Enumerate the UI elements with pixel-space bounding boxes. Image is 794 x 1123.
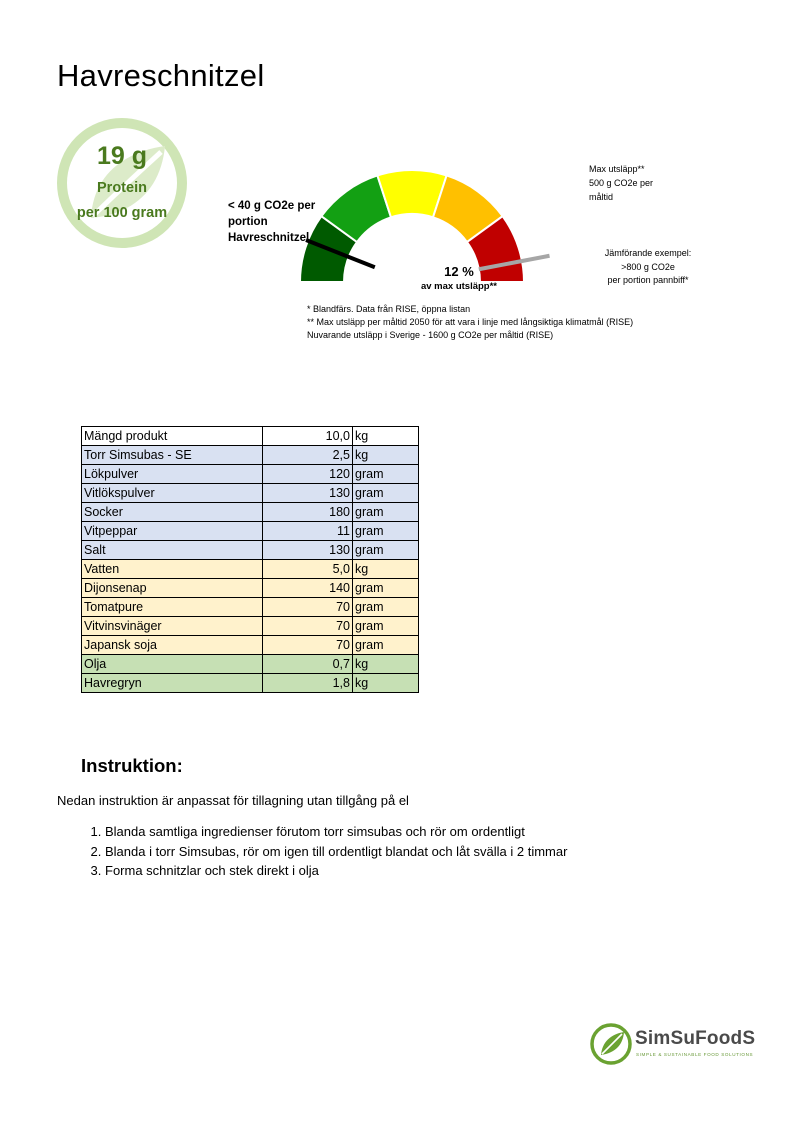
ingredient-amount: 180 xyxy=(263,503,353,522)
ingredient-unit: kg xyxy=(353,446,419,465)
ingredient-unit: gram xyxy=(353,598,419,617)
ingredient-amount: 130 xyxy=(263,541,353,560)
table-row xyxy=(82,503,419,522)
ingredient-amount: 10,0 xyxy=(263,427,353,446)
ingredient-name: Japansk soja xyxy=(82,636,263,655)
instructions-intro: Nedan instruktion är anpassat för tillagning utan tillgång på el xyxy=(57,793,409,808)
ingredient-name: Olja xyxy=(82,655,263,674)
instruction-step: 1. Blanda samtliga ingredienser förutom torr simsubas och rör om ordentligt xyxy=(105,822,567,842)
comparison-label xyxy=(596,247,700,288)
product-emission-line: < 40 g CO2e per xyxy=(228,200,316,212)
ingredient-name: Mängd produkt xyxy=(82,427,263,446)
max-emission-line: Max utsläpp** xyxy=(589,164,645,174)
table-row xyxy=(82,560,419,579)
table-row xyxy=(82,617,419,636)
max-emission-line: 500 g CO2e per xyxy=(589,178,654,188)
ingredient-amount: 0,7 xyxy=(263,655,353,674)
footnote: ** Max utsläpp per måltid 2050 för att vara i linje med långsiktiga klimatmål (RISE) xyxy=(307,317,634,327)
ingredient-amount: 1,8 xyxy=(263,674,353,693)
max-emission-label xyxy=(589,162,653,204)
ingredient-unit: gram xyxy=(353,503,419,522)
instructions-heading: Instruktion: xyxy=(81,755,183,776)
max-emission-line: måltid xyxy=(589,192,614,202)
ingredient-name: Socker xyxy=(82,503,263,522)
protein-unit-label: per 100 gram xyxy=(76,205,168,221)
table-row xyxy=(82,655,419,674)
ingredient-name: Tomatpure xyxy=(82,598,263,617)
table-row xyxy=(82,522,419,541)
ingredient-name: Lökpulver xyxy=(82,465,263,484)
ingredient-unit: gram xyxy=(353,522,419,541)
logo-name: SimSuFoodS xyxy=(635,1028,756,1049)
logo-tagline: SIMPLE & SUSTAINABLE FOOD SOLUTIONS xyxy=(636,1052,754,1057)
ingredient-name: Dijonsenap xyxy=(82,579,263,598)
ingredient-name: Vitpeppar xyxy=(82,522,263,541)
ingredient-amount: 70 xyxy=(263,598,353,617)
comparison-line: >800 g CO2e xyxy=(621,261,675,272)
footnote: * Blandfärs. Data från RISE, öppna listan xyxy=(307,304,471,314)
table-row xyxy=(82,484,419,503)
ingredient-amount: 5,0 xyxy=(263,560,353,579)
ingredient-amount: 120 xyxy=(263,465,353,484)
ingredient-unit: gram xyxy=(353,541,419,560)
product-emission-line: Havreschnitzel xyxy=(228,232,310,244)
product-emission-label xyxy=(228,198,315,246)
ingredient-amount: 11 xyxy=(263,522,353,541)
comparison-line: per portion pannbiff* xyxy=(607,275,689,285)
table-row xyxy=(82,446,419,465)
company-logo xyxy=(589,1022,759,1068)
ingredient-amount: 2,5 xyxy=(263,446,353,465)
ingredient-unit: kg xyxy=(353,674,419,693)
ingredient-unit: kg xyxy=(353,560,419,579)
table-row xyxy=(82,427,419,446)
ingredient-amount: 70 xyxy=(263,636,353,655)
instruction-step: 3. Forma schnitzlar och stek direkt i olja xyxy=(105,861,567,881)
ingredient-unit: kg xyxy=(353,655,419,674)
table-row xyxy=(82,465,419,484)
ingredient-amount: 70 xyxy=(263,617,353,636)
gauge-subtitle: av max utsläpp** xyxy=(420,281,498,292)
ingredient-name: Torr Simsubas - SE xyxy=(82,446,263,465)
ingredient-unit: gram xyxy=(353,579,419,598)
protein-label: Protein xyxy=(97,180,147,196)
page-title: Havreschnitzel xyxy=(57,58,265,93)
ingredient-amount: 130 xyxy=(263,484,353,503)
gauge-percent: 12 % xyxy=(444,264,474,279)
ingredients-table xyxy=(81,426,419,693)
ingredient-name: Salt xyxy=(82,541,263,560)
ingredient-name: Vitvinsvinäger xyxy=(82,617,263,636)
product-emission-line: portion xyxy=(228,216,268,228)
leaf-logo-icon xyxy=(589,1022,633,1066)
ingredient-name: Havregryn xyxy=(82,674,263,693)
ingredient-unit: gram xyxy=(353,465,419,484)
ingredient-name: Vatten xyxy=(82,560,263,579)
ingredient-amount: 140 xyxy=(263,579,353,598)
footnote: Nuvarande utsläpp i Sverige - 1600 g CO2e per måltid (RISE) xyxy=(307,330,554,340)
ingredient-unit: gram xyxy=(353,484,419,503)
table-row xyxy=(82,636,419,655)
table-row xyxy=(82,579,419,598)
table-row xyxy=(82,598,419,617)
protein-value: 19 g xyxy=(96,142,148,170)
instruction-step: 2. Blanda i torr Simsubas, rör om igen till ordentligt blandat och låt svälla i 2 timmar xyxy=(105,842,567,862)
table-row xyxy=(82,674,419,693)
ingredient-unit: gram xyxy=(353,617,419,636)
footnotes xyxy=(307,303,633,342)
instruction-steps xyxy=(81,822,567,881)
ingredient-unit: gram xyxy=(353,636,419,655)
protein-badge xyxy=(53,116,191,250)
ingredient-name: Vitlökspulver xyxy=(82,484,263,503)
table-row xyxy=(82,541,419,560)
comparison-line: Jämförande exempel: xyxy=(604,248,692,258)
ingredient-unit: kg xyxy=(353,427,419,446)
